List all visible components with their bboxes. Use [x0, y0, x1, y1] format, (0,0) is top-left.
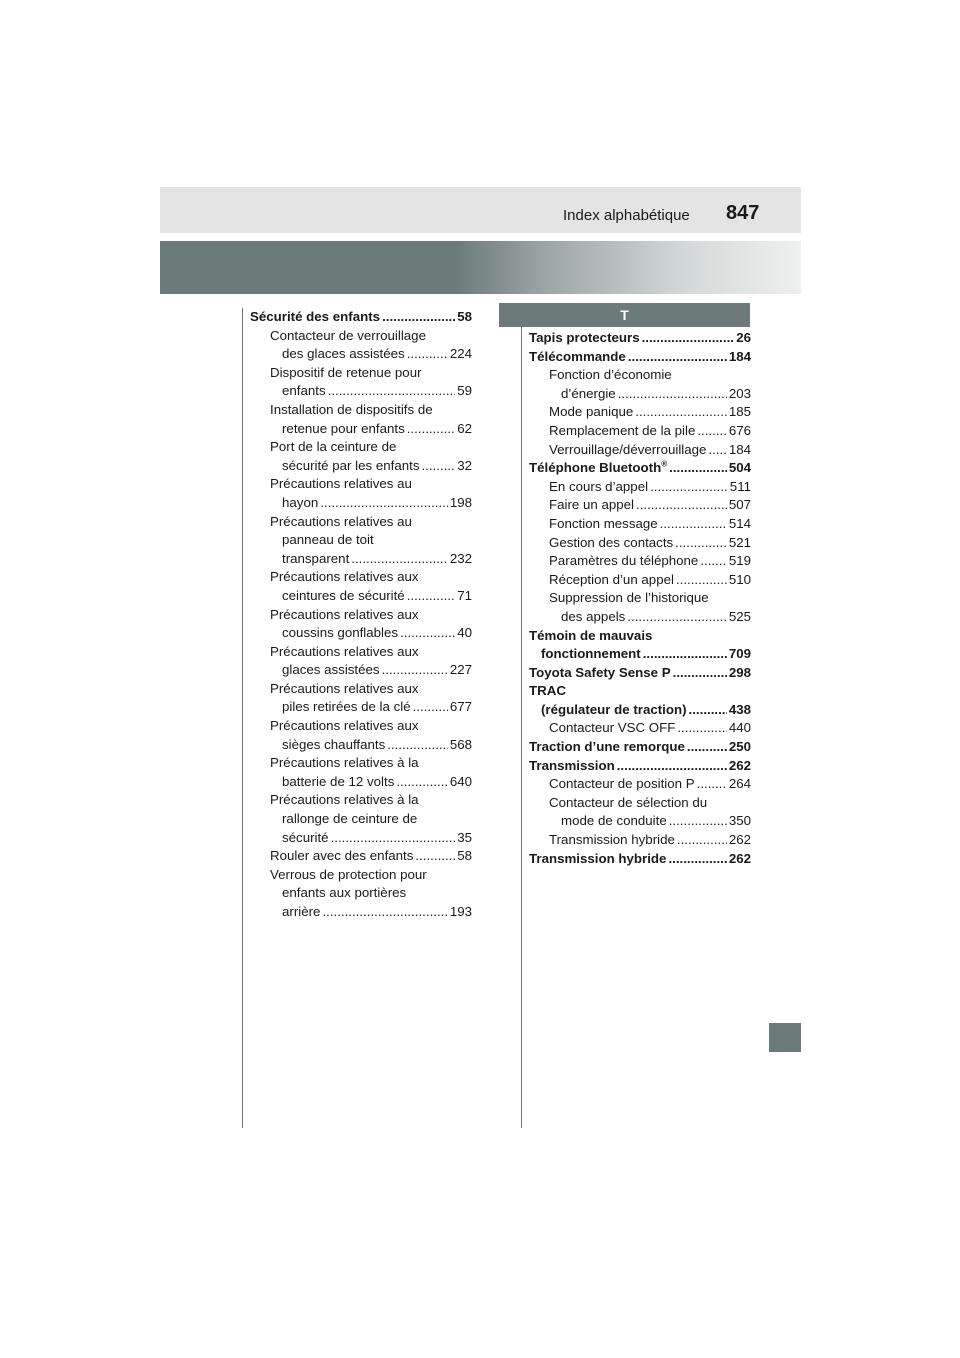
dot-leader: [413, 698, 448, 717]
index-entry: [529, 496, 751, 515]
index-text-line: Contacteur de verrouillage: [270, 327, 426, 343]
index-text-line: enfants aux portières: [282, 885, 407, 901]
page-number: 847: [726, 202, 760, 224]
column-divider-right: [521, 308, 522, 1128]
index-entry-page: 519: [728, 553, 751, 569]
index-entry: [529, 385, 751, 404]
index-entry-page: 193: [449, 904, 472, 919]
index-entry: [529, 571, 751, 590]
index-text-line: Précautions relatives au: [270, 513, 412, 529]
dot-leader: [642, 329, 735, 348]
dot-leader: [396, 773, 447, 792]
dot-leader: [322, 903, 447, 922]
index-entry-page: 521: [728, 534, 751, 550]
dot-leader: [628, 348, 727, 367]
index-entry: [250, 624, 472, 643]
index-entry-page: 676: [728, 422, 751, 438]
letter-heading: T: [499, 303, 750, 327]
index-entry: [529, 403, 751, 422]
index-entry-page: 35: [457, 829, 472, 845]
index-entry: [529, 812, 751, 831]
index-entry: [250, 382, 472, 401]
dot-leader: [382, 308, 455, 327]
dot-leader: [627, 608, 726, 627]
index-entry: [529, 645, 751, 664]
index-text-line: Précautions relatives aux: [270, 569, 419, 585]
index-entry: [529, 738, 751, 757]
index-entry: [529, 775, 751, 794]
index-entry: [250, 903, 472, 922]
index-entry: [529, 552, 751, 571]
index-entry-label: Rouler avec des enfants: [270, 848, 414, 864]
index-entry: [529, 422, 751, 441]
dot-leader: [382, 661, 448, 680]
index-entry: [250, 736, 472, 755]
index-column-right: [529, 329, 751, 868]
index-text-line: Précautions relatives aux: [270, 643, 419, 659]
index-entry-label: hayon: [282, 494, 319, 510]
index-text-line: Précautions relatives au: [270, 476, 412, 492]
index-text-line: Verrous de protection pour: [270, 866, 427, 882]
dot-leader: [660, 515, 727, 534]
index-entry-page: 185: [728, 404, 751, 420]
registered-mark: ®: [661, 459, 668, 469]
dot-leader: [687, 738, 727, 757]
index-entry-label: Contacteur de position P: [549, 776, 695, 792]
index-entry-label: Traction d’une remorque: [529, 739, 685, 755]
index-entry-label: piles retirées de la clé: [282, 699, 411, 715]
header-band: [160, 187, 801, 233]
decorative-gradient-bar: [160, 241, 801, 294]
index-entry-label: Sécurité des enfants: [250, 309, 381, 324]
index-entry: [529, 850, 751, 869]
index-text-line: Dispositif de retenue pour: [270, 364, 422, 380]
index-entry: [250, 494, 472, 513]
index-entry-label: Tapis protecteurs: [529, 330, 640, 345]
index-entry-page: 58: [457, 309, 472, 324]
index-entry: [529, 459, 751, 478]
index-entry-page: 262: [728, 850, 751, 866]
chapter-tab: [769, 1023, 801, 1052]
index-entry-label: des glaces assistées: [282, 346, 405, 362]
index-entry: [250, 587, 472, 606]
index-entry: [250, 308, 472, 327]
index-text-line: Port de la ceinture de: [270, 439, 397, 455]
index-entry: [250, 420, 472, 439]
index-entry-label: glaces assistées: [282, 662, 380, 678]
dot-leader: [669, 812, 727, 831]
index-text-line: Fonction d’économie: [549, 367, 672, 383]
index-text-line: rallonge de ceinture de: [282, 811, 418, 827]
index-entry-page: 62: [457, 420, 472, 436]
index-text-line: Précautions relatives aux: [270, 718, 419, 734]
index-text-line: Témoin de mauvais: [529, 627, 653, 643]
index-entry-label: retenue pour enfants: [282, 420, 405, 436]
index-entry: [529, 664, 751, 683]
index-text-line: Précautions relatives à la: [270, 755, 419, 771]
index-entry: [250, 345, 472, 364]
dot-leader: [689, 701, 727, 720]
index-text-line: Précautions relatives aux: [270, 606, 419, 622]
index-entry-page: 525: [728, 608, 751, 624]
index-entry: [250, 457, 472, 476]
index-entry: [529, 348, 751, 367]
index-entry-label: ceintures de sécurité: [282, 587, 405, 603]
index-entry-page: 568: [449, 736, 472, 752]
index-entry: [529, 831, 751, 850]
index-entry-label: sécurité par les enfants: [282, 457, 420, 473]
index-entry-label: Télécommande: [529, 348, 626, 364]
index-entry-label: mode de conduite: [561, 813, 667, 829]
index-entry-page: 198: [449, 494, 472, 510]
dot-leader: [636, 496, 727, 515]
dot-leader: [421, 457, 455, 476]
index-entry-label: fonctionnement: [541, 646, 641, 662]
dot-leader: [617, 757, 727, 776]
index-entry-page: 514: [728, 515, 751, 531]
index-entry: [250, 829, 472, 848]
index-entry-page: 677: [449, 699, 472, 715]
dot-leader: [673, 664, 727, 683]
dot-leader: [677, 719, 726, 738]
index-entry: [529, 329, 751, 348]
index-entry-label: d’énergie: [561, 385, 616, 401]
dot-leader: [415, 847, 455, 866]
index-entry-label: enfants: [282, 383, 326, 399]
index-text-line: Précautions relatives à la: [270, 792, 419, 808]
index-entry-label: Faire un appel: [549, 497, 635, 513]
index-entry: [529, 608, 751, 627]
index-entry: [250, 698, 472, 717]
index-entry-page: 440: [728, 720, 751, 736]
index-entry-page: 264: [728, 776, 751, 792]
index-entry: [250, 661, 472, 680]
index-entry-label: Verrouillage/déverrouillage: [549, 441, 707, 457]
index-entry: [529, 719, 751, 738]
index-entry-page: 262: [728, 832, 751, 848]
index-text-line: Suppression de l’historique: [549, 590, 709, 606]
dot-leader: [328, 382, 456, 401]
index-entry: [529, 515, 751, 534]
index-entry: [529, 441, 751, 460]
index-entry-page: 184: [728, 348, 751, 364]
index-entry-label: coussins gonflables: [282, 625, 399, 641]
index-entry: [529, 478, 751, 497]
index-entry-label: sécurité: [282, 829, 329, 845]
index-entry: [250, 773, 472, 792]
dot-leader: [387, 736, 448, 755]
index-entry: [250, 847, 472, 866]
dot-leader: [351, 550, 448, 569]
index-entry-page: 262: [728, 757, 751, 773]
index-entry-page: 71: [457, 587, 472, 603]
index-text-line: panneau de toit: [282, 532, 374, 548]
index-entry-page: 504: [728, 460, 751, 476]
dot-leader: [400, 624, 455, 643]
index-entry-label: Transmission hybride: [529, 850, 667, 866]
dot-leader: [677, 831, 727, 850]
dot-leader: [650, 478, 728, 497]
index-entry-label: Gestion des contacts: [549, 534, 674, 550]
index-entry-page: 640: [449, 773, 472, 789]
dot-leader: [407, 587, 456, 606]
index-entry-page: 59: [457, 383, 472, 399]
index-entry-label: batterie de 12 volts: [282, 773, 395, 789]
index-entry-page: 298: [728, 664, 751, 680]
index-entry-page: 227: [449, 662, 472, 678]
index-entry-label: Paramètres du téléphone: [549, 553, 699, 569]
index-entry-label: des appels: [561, 608, 626, 624]
index-entry-label: sièges chauffants: [282, 736, 386, 752]
index-entry-page: 232: [449, 550, 472, 566]
dot-leader: [407, 345, 448, 364]
index-entry-label: Mode panique: [549, 404, 634, 420]
index-entry-label: transparent: [282, 550, 350, 566]
index-entry-page: 250: [728, 739, 751, 755]
dot-leader: [320, 494, 448, 513]
index-entry-label: arrière: [282, 904, 321, 919]
index-text-line: Contacteur de sélection du: [549, 794, 708, 810]
index-entry-label: Fonction message: [549, 515, 658, 531]
section-title: Index alphabétique: [563, 207, 690, 224]
index-entry-page: 40: [457, 625, 472, 641]
index-entry-page: 224: [449, 346, 472, 362]
index-entry-label: Transmission hybride: [549, 832, 675, 848]
index-entry-label: (régulateur de traction): [541, 701, 687, 717]
index-entry-page: 511: [729, 478, 751, 494]
index-entry-page: 32: [457, 457, 472, 473]
index-entry-page: 58: [457, 848, 472, 864]
index-entry-page: 184: [728, 441, 751, 457]
index-entry-label: Contacteur VSC OFF: [549, 720, 676, 736]
index-entry-page: 350: [728, 813, 751, 829]
index-entry-label: Transmission: [529, 757, 615, 773]
dot-leader: [407, 420, 455, 439]
index-entry-page: 507: [728, 497, 751, 513]
dot-leader: [675, 534, 727, 553]
column-divider-left: [242, 308, 243, 1128]
index-entry-page: 203: [728, 385, 751, 401]
index-text-line: Installation de dispositifs de: [270, 401, 433, 417]
dot-leader: [676, 571, 727, 590]
dot-leader: [668, 850, 726, 869]
index-text-line: TRAC: [529, 683, 566, 699]
index-entry-page: 709: [728, 646, 751, 662]
dot-leader: [635, 403, 727, 422]
index-text-line: Précautions relatives aux: [270, 680, 419, 696]
index-entry: [529, 534, 751, 553]
dot-leader: [700, 552, 726, 571]
index-entry: [529, 701, 751, 720]
dot-leader: [618, 385, 727, 404]
index-entry-page: 438: [728, 701, 751, 717]
dot-leader: [697, 422, 726, 441]
dot-leader: [697, 775, 727, 794]
index-entry-label: Toyota Safety Sense P: [529, 664, 671, 680]
index-column-left: [250, 308, 472, 922]
index-entry-label: Réception d’un appel: [549, 571, 674, 587]
dot-leader: [669, 459, 727, 478]
index-entry-page: 510: [728, 571, 751, 587]
dot-leader: [643, 645, 727, 664]
index-entry-label: Remplacement de la pile: [549, 422, 696, 438]
index-entry: [250, 550, 472, 569]
dot-leader: [331, 829, 456, 848]
index-entry-page: 26: [736, 330, 751, 345]
dot-leader: [708, 441, 726, 460]
index-entry: [529, 757, 751, 776]
index-entry-label: Téléphone Bluetooth®: [529, 459, 668, 476]
index-entry-label: En cours d’appel: [549, 478, 649, 494]
